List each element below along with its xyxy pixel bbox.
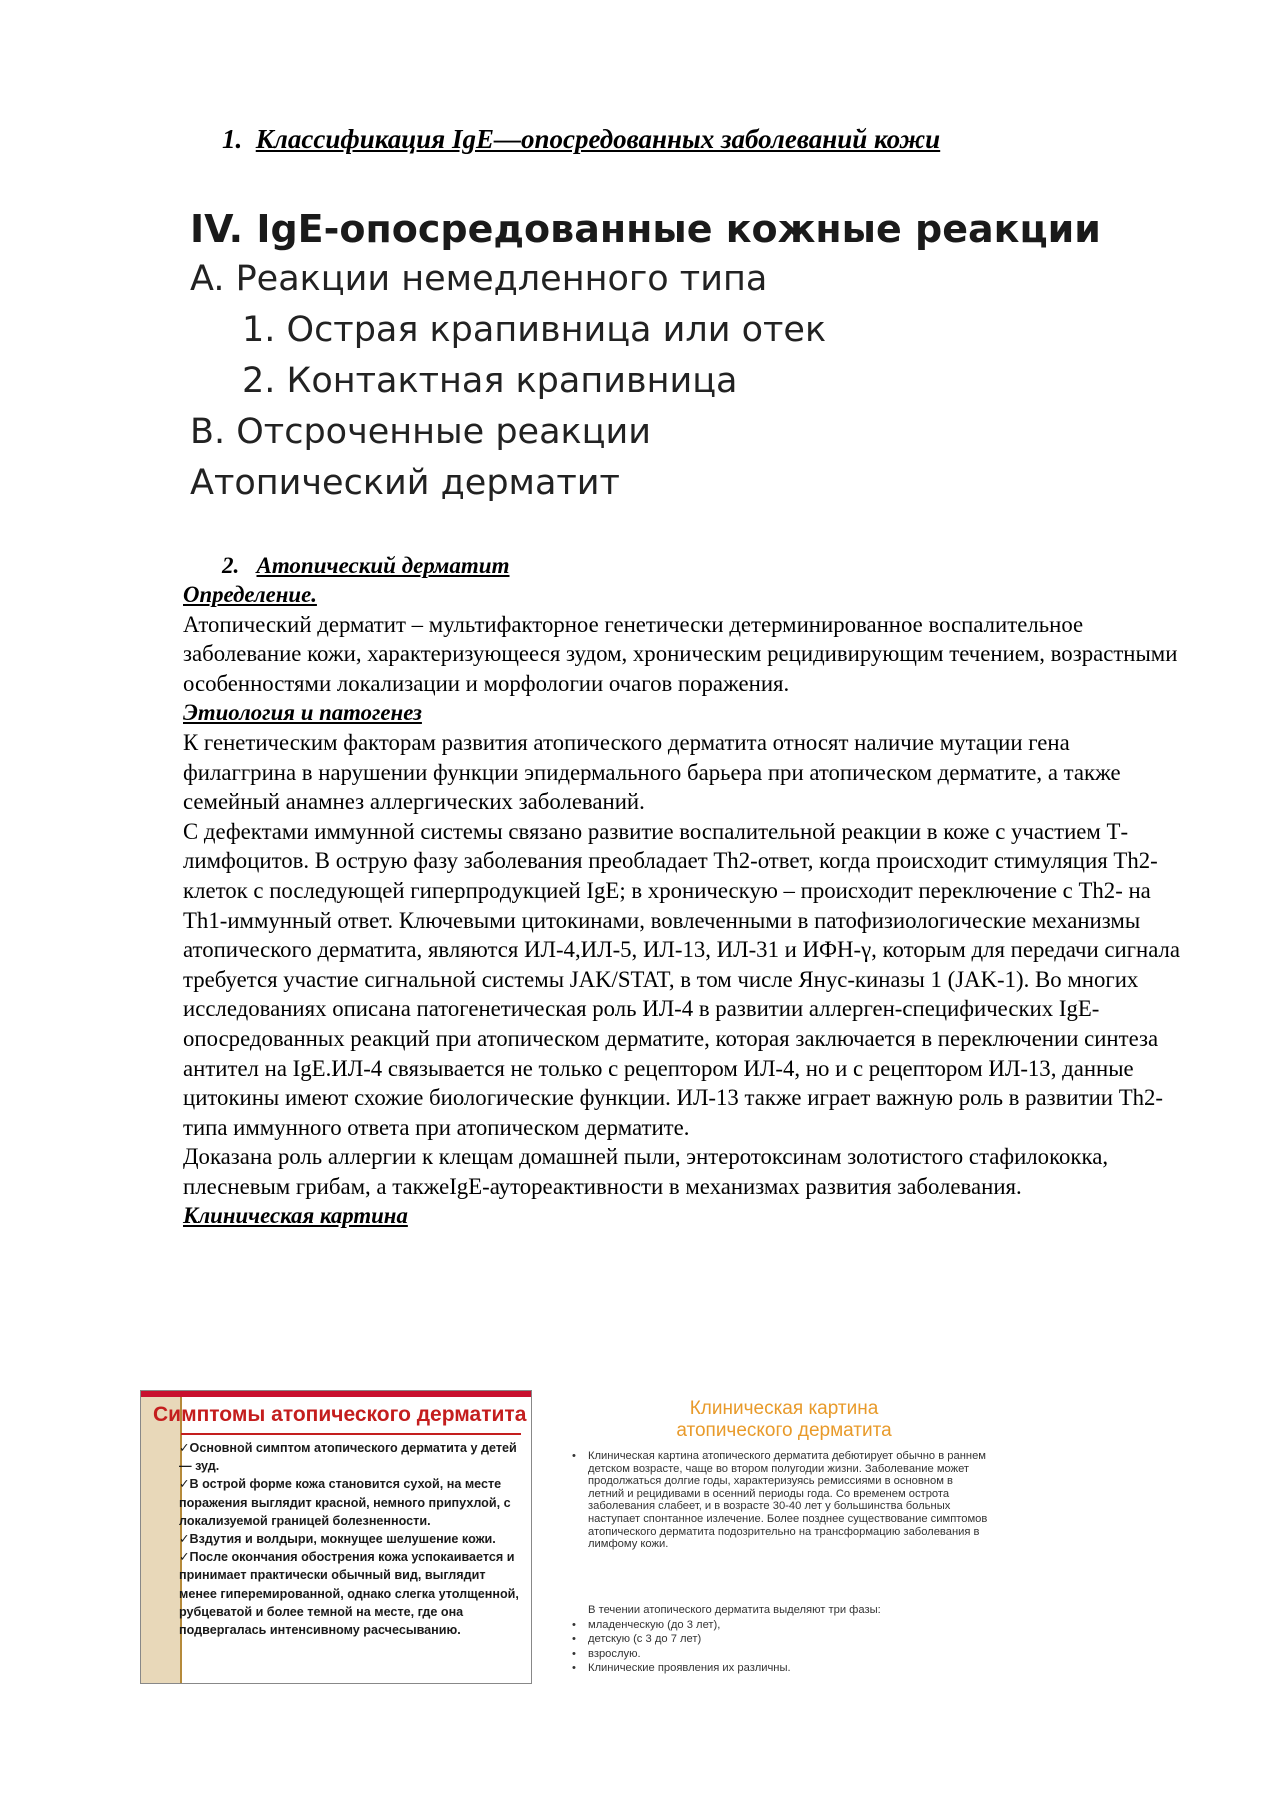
heading-atopic-dermatitis [222, 553, 510, 579]
phase-text: младенческую (до 3 лет), [588, 1618, 721, 1631]
document-body [183, 580, 1183, 1231]
classification-slide-image [190, 207, 1150, 517]
list-item [572, 1618, 988, 1633]
symptoms-slide-title: Симптомы атопического дерматита [153, 1403, 527, 1426]
etiology-paragraph-3: Доказана роль аллергии к клещам домашней пыли, энтеротоксинам золотистого стафилококка, плесневым грибам, а такжеIgE-аутореактивности в механизмах развития заболевания. [183, 1144, 1109, 1199]
symptoms-list [179, 1439, 524, 1639]
etiology-label: Этиология и патогенез [183, 700, 422, 726]
clinical-slide-paragraph-text: Клиническая картина атопического дерматита дебютирует обычно в раннем детском возрасте, чаще во втором полугодии жизни. Заболевание может продолжаться долгие годы, характеризуясь ремиссиями в основном в летний и рецидивами в осенний периоды года. Со временем острота заболевания слабеет, и в возрасте 30-40 лет у большинства больных наступает спонтанное излечение. Более позднее существование симптомов атопического дерматита подозрительно на трансформацию заболевания в лимфому кожи. [588, 1450, 988, 1551]
slide-line-b1: Атопический дерматит [190, 463, 620, 503]
phase-text: Клинические проявления их различны. [588, 1662, 791, 1675]
clinical-slide-paragraph [572, 1450, 988, 1551]
symptom-item: ✓В острой форме кожа становится сухой, на месте поражения выглядит красной, немного припухлой, с локализуемой границей болезненности. [179, 1477, 511, 1528]
slide-top-bar [141, 1391, 531, 1397]
bullet-icon: • [572, 1633, 576, 1646]
slide-line-a2: 2. Контактная крапивница [242, 361, 738, 401]
bullet-icon: • [572, 1450, 576, 1462]
phase-text: детскую (с 3 до 7 лет) [588, 1633, 702, 1646]
title-underline [181, 1433, 521, 1435]
slide-title: IV. IgE-опосредованные кожные реакции [190, 207, 1101, 251]
bullet-icon: • [572, 1618, 576, 1631]
heading-number: 2. [222, 553, 240, 578]
phase-text: взрослую. [588, 1647, 641, 1660]
heading-text: Классификация IgE—опосредованных заболеваний кожи [255, 124, 941, 154]
clinical-picture-slide-image [560, 1390, 1008, 1680]
bullet-icon: • [572, 1647, 576, 1660]
bullet-icon: • [572, 1662, 576, 1675]
phases-intro: В течении атопического дерматита выделяют три фазы: [588, 1604, 881, 1616]
heading-number: 1. [222, 124, 243, 154]
definition-label: Определение. [183, 582, 317, 607]
list-item [572, 1661, 988, 1676]
list-item [572, 1647, 988, 1662]
symptom-item: ✓Вздутия и волдыри, мокнущее шелушение кожи. [179, 1532, 496, 1547]
etiology-paragraph-2: С дефектами иммунной системы связано развитие воспалительной реакции в коже с участием Т-лимфоцитов. В острую фазу заболевания преобладает Th2-ответ, когда происходит стимуляция Th2-клеток с последующей гиперпродукцией IgE; в хроническую – происходит переключение с Th2- на Th1-иммунный ответ. Ключевыми цитокинами, вовлеченными в патофизиологические механизмы атопического дерматита, являются ИЛ-4,ИЛ-5, ИЛ-13, ИЛ-31 и ИФН-γ, которым для передачи сигнала требуется участие сигнальной системы JAK/STAT, в том числе Янус-киназы 1 (JAK-1). Во многих исследованиях описана патогенетическая роль ИЛ-4 в развитии аллерген-специфических IgE-опосредованных реакций при атопическом дерматите, которая заключается в переключении синтеза антител на IgE.ИЛ-4 связывается не только с рецептором ИЛ-4, но и с рецептором ИЛ-13, данные цитокины имеют схожие биологические функции. ИЛ-13 также играет важную роль в развитии Th2-типа иммунного ответа при атопическом дерматите. [183, 818, 1181, 1140]
clinical-label: Клиническая картина [183, 1203, 408, 1229]
clinical-slide-title-line-2: атопического дерматита [676, 1420, 892, 1441]
slide-decor-strip [141, 1391, 181, 1683]
definition-text: Атопический дерматит – мультифакторное генетически детерминированное воспалительное заболевание кожи, характеризующееся зудом, хроническим рецидивирующим течением, возрастными особенностями локализации и морфологии очагов поражения. [183, 611, 1178, 696]
clinical-slide-title [560, 1398, 1008, 1442]
clinical-slide-title-line-1: Клиническая картина [689, 1398, 879, 1419]
list-item [572, 1632, 988, 1647]
etiology-paragraph-1: К генетическим факторам развития атопического дерматита относят наличие мутации гена филаггрина в нарушении функции эпидермального барьера при атопическом дерматите, а также семейный анамнез аллергических заболеваний. [183, 729, 1121, 815]
heading-classification [222, 124, 940, 155]
heading-text: Атопический дерматит [256, 553, 510, 578]
symptom-item: ✓Основной симптом атопического дерматита у детей — зуд. [179, 1441, 517, 1474]
slide-line-a: A. Реакции немедленного типа [190, 259, 768, 299]
symptoms-slide-image [140, 1390, 532, 1684]
symptom-item: ✓После окончания обострения кожа успокаивается и принимает практически обычный вид, выглядит менее гиперемированной, однако слегка утолщенной, рубцеватой и более темной на месте, где она подвергалась интенсивному расчесыванию. [179, 1550, 519, 1638]
slide-line-b: B. Отсроченные реакции [190, 412, 651, 452]
phases-list [572, 1603, 988, 1676]
slide-line-a1: 1. Острая крапивница или отек [242, 310, 827, 350]
